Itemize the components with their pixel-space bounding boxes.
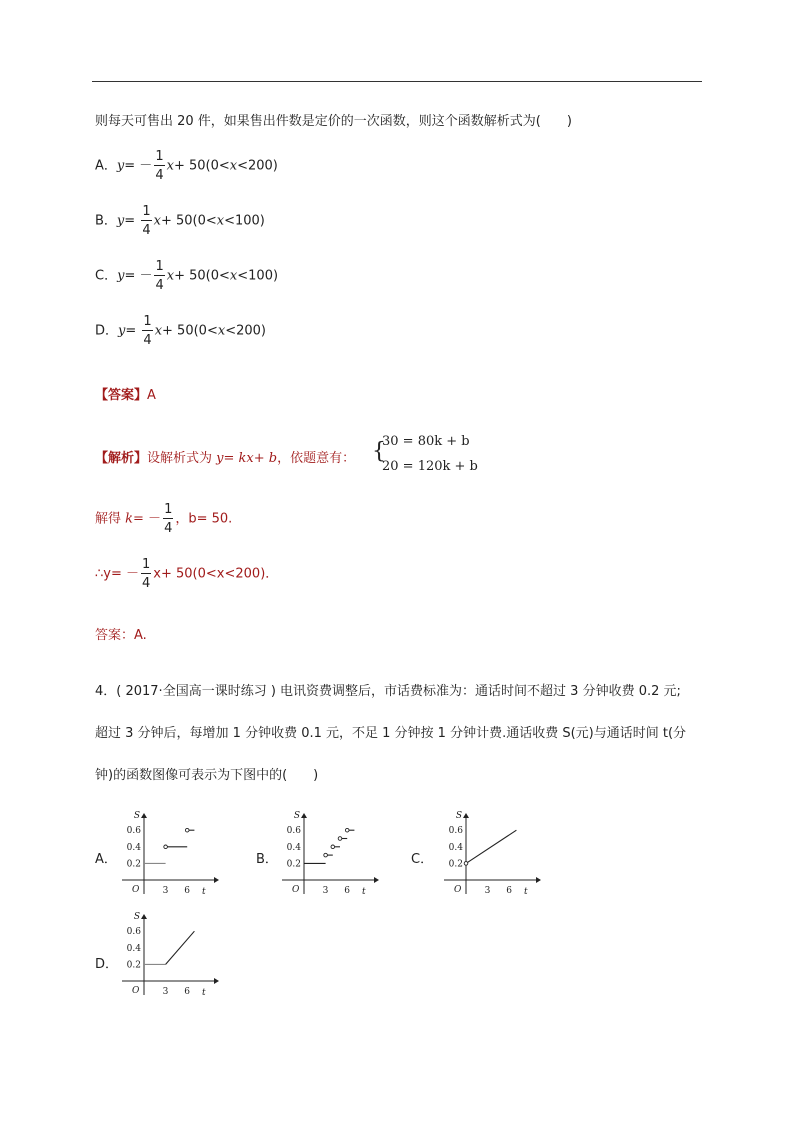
fraction — [154, 150, 164, 182]
graph-label-c: C． — [411, 852, 434, 867]
denominator: 4 — [142, 576, 151, 591]
therefore-expr: x+ 50(0<x<200)． — [153, 566, 279, 582]
var-x: x — [229, 268, 238, 284]
x-axis-arrow — [374, 877, 379, 883]
x-axis-arrow — [214, 978, 219, 984]
var-x: x — [154, 323, 163, 339]
open-point — [464, 862, 468, 866]
y-tick-label: 0.2 — [126, 960, 141, 971]
analysis-text: ，依题意有： — [277, 451, 356, 466]
y-axis-arrow — [141, 914, 147, 919]
open-point — [331, 845, 335, 849]
answer-value: A — [147, 388, 156, 403]
numerator: 1 — [155, 149, 164, 164]
numerator: 1 — [142, 557, 151, 572]
fraction — [163, 503, 173, 535]
y-axis-label: S — [293, 811, 300, 821]
y-tick-label: 0.4 — [448, 842, 463, 853]
numerator: 1 — [164, 502, 173, 517]
y-tick-label: 0.2 — [448, 859, 463, 870]
analysis-formula: y= kx+ b — [216, 451, 278, 466]
var-x: x — [217, 323, 226, 339]
var-y: y — [116, 158, 125, 174]
origin-label: O — [292, 885, 300, 895]
answer-line — [95, 384, 156, 403]
open-point — [338, 837, 342, 841]
equation-1: 30 = 80k + b — [382, 434, 470, 449]
analysis-line — [95, 447, 355, 466]
option-b — [95, 205, 265, 237]
origin-label: O — [454, 885, 462, 895]
solve-label: 解得 — [95, 511, 126, 527]
q4-line-1: 4．( 2017·全国高一课时练习 ) 电讯资费调整后，市话费标准为：通话时间不超过 3 分钟收费 0.2 元; — [95, 684, 681, 699]
var-y: y — [116, 213, 125, 229]
y-tick-label: 0.4 — [126, 943, 141, 954]
open-point — [164, 845, 168, 849]
var-x: x — [166, 268, 175, 284]
b-value: ，b= 50. — [175, 511, 233, 527]
y-tick-label: 0.6 — [286, 826, 301, 837]
minus-sign: － — [148, 511, 162, 527]
y-axis-arrow — [141, 813, 147, 818]
x-tick-label: 3 — [162, 987, 169, 997]
y-axis-arrow — [301, 813, 307, 818]
left-brace: { — [372, 439, 386, 464]
expr-end: <100) — [224, 213, 265, 229]
var-y: y — [118, 323, 126, 339]
x-tick-label: 3 — [162, 886, 169, 896]
denominator: 4 — [142, 223, 151, 238]
expr-end: <100) — [237, 268, 279, 284]
q4-line-3: 钟)的函数图像可表示为下图中的( ) — [95, 768, 319, 783]
expr: + 50(0< — [173, 158, 230, 174]
fraction — [141, 558, 151, 590]
y-axis-label: S — [133, 811, 140, 821]
numerator: 1 — [142, 204, 151, 219]
equals: = — [124, 158, 140, 174]
graph-b — [278, 812, 388, 902]
final-answer: 答案：A. — [95, 628, 147, 643]
option-c — [95, 260, 278, 292]
option-label: C． — [95, 268, 118, 284]
fraction — [141, 205, 151, 237]
minus-sign: － — [139, 268, 153, 284]
open-point — [185, 828, 189, 832]
analysis-tag: 【解析】 — [95, 451, 148, 466]
option-label: A． — [95, 158, 117, 174]
data-segment — [166, 931, 195, 964]
y-tick-label: 0.6 — [448, 826, 463, 837]
x-axis-label: t — [202, 988, 206, 998]
question-intro: 则每天可售出 20 件，如果售出件数是定价的一次函数，则这个函数解析式为( ) — [95, 114, 572, 129]
equals: = — [124, 268, 140, 284]
denominator: 4 — [164, 521, 173, 536]
equals: = — [125, 323, 141, 339]
y-tick-label: 0.4 — [126, 842, 141, 853]
graph-label-d: D． — [95, 957, 119, 972]
x-axis-label: t — [202, 887, 206, 897]
numerator: 1 — [143, 314, 152, 329]
numerator: 1 — [155, 259, 164, 274]
denominator: 4 — [155, 278, 164, 293]
expr: + 50(0< — [174, 268, 230, 284]
x-tick-label: 6 — [184, 987, 190, 997]
origin-label: O — [132, 885, 140, 895]
graph-d — [118, 913, 228, 1003]
minus-sign: － — [139, 158, 153, 174]
option-label: D． — [95, 323, 119, 339]
expr-end: <200) — [237, 158, 278, 174]
graph-label-b: B． — [256, 852, 278, 867]
y-axis-arrow — [463, 813, 469, 818]
var-x: x — [153, 213, 161, 229]
option-d — [95, 315, 266, 347]
fraction — [142, 315, 152, 347]
graph-c — [440, 812, 550, 902]
x-axis-label: t — [362, 887, 366, 897]
y-axis-label: S — [133, 912, 140, 922]
therefore-text: ∴y= — [95, 566, 126, 582]
q4-line-2: 超过 3 分钟后，每增加 1 分钟收费 0.1 元，不足 1 分钟按 1 分钟计费.通话收费 S(元)与通话时间 t(分 — [95, 726, 687, 741]
y-tick-label: 0.4 — [286, 842, 301, 853]
denominator: 4 — [143, 333, 152, 348]
data-segment — [466, 830, 516, 863]
option-label: B． — [95, 213, 117, 229]
var-x: x — [216, 213, 225, 229]
y-tick-label: 0.6 — [126, 826, 141, 837]
option-a — [95, 150, 278, 182]
graph-label-a: A． — [95, 852, 117, 867]
header-rule — [92, 81, 702, 82]
origin-label: O — [132, 986, 140, 996]
x-tick-label: 6 — [184, 886, 190, 896]
y-tick-label: 0.2 — [126, 859, 141, 870]
fraction — [154, 260, 164, 292]
analysis-text: 设解析式为 — [147, 451, 217, 466]
open-point — [345, 828, 349, 832]
x-axis-arrow — [536, 877, 541, 883]
x-tick-label: 3 — [322, 886, 329, 896]
y-tick-label: 0.2 — [286, 859, 301, 870]
x-tick-label: 6 — [344, 886, 350, 896]
var-x: x — [166, 158, 174, 174]
equals: = — [124, 213, 140, 229]
minus-sign: － — [126, 566, 140, 582]
answer-tag: 【答案】 — [95, 388, 148, 403]
solve-line — [95, 503, 232, 535]
k-value: k= — [125, 511, 149, 527]
y-axis-label: S — [455, 811, 462, 821]
var-x: x — [229, 158, 238, 174]
expr: + 50(0< — [162, 323, 218, 339]
y-tick-label: 0.6 — [126, 927, 141, 938]
open-point — [324, 853, 328, 857]
denominator: 4 — [155, 168, 164, 183]
var-y: y — [117, 268, 125, 284]
x-tick-label: 6 — [506, 886, 512, 896]
equation-2: 20 = 120k + b — [382, 459, 478, 474]
expr-end: <200) — [225, 323, 266, 339]
expr: + 50(0< — [160, 213, 217, 229]
x-tick-label: 3 — [484, 886, 491, 896]
graph-a — [118, 812, 228, 902]
x-axis-arrow — [214, 877, 219, 883]
x-axis-label: t — [524, 887, 528, 897]
therefore-line — [95, 558, 278, 590]
